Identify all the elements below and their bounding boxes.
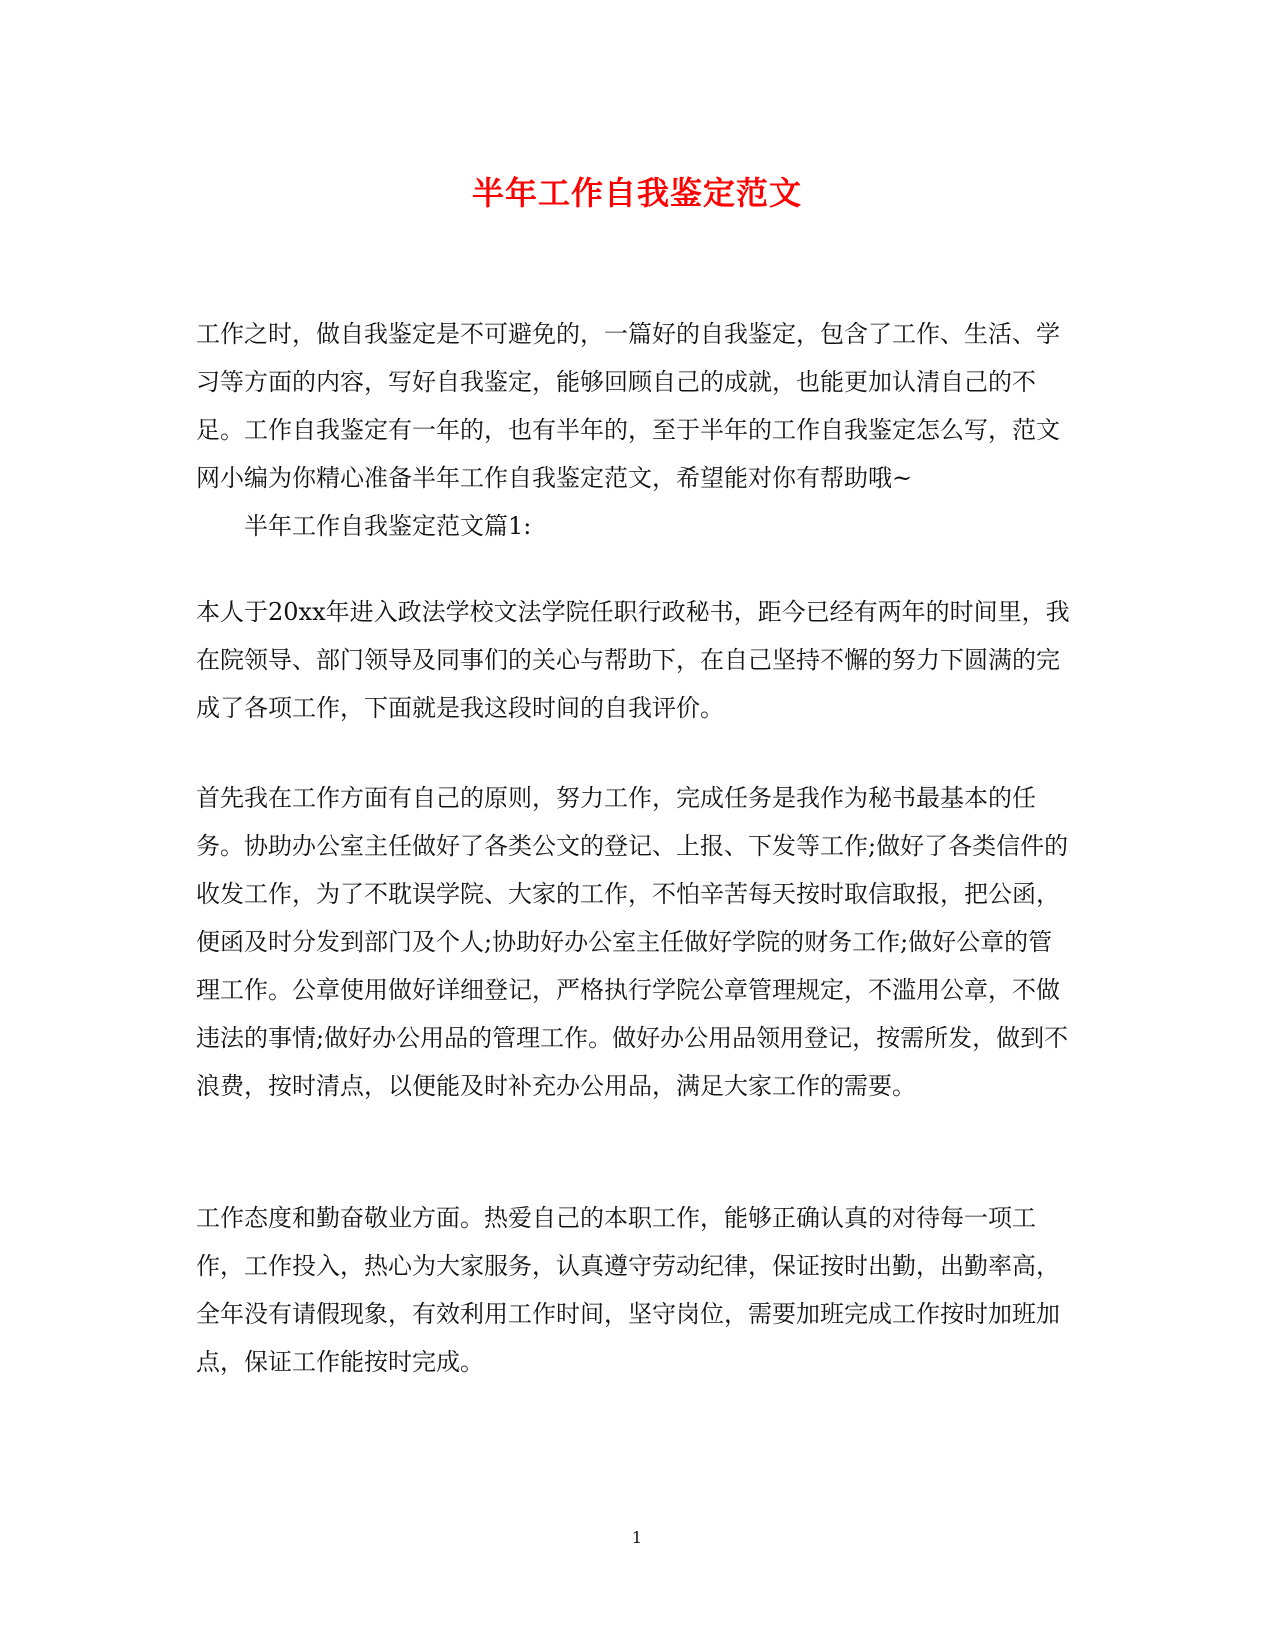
body-paragraph-1: 本人于20xx年进入政法学校文法学院任职行政秘书，距今已经有两年的时间里，我在院领导、部门领导及同事们的关心与帮助下，在自己坚持不懈的努力下圆满的完成了各项工作，下面就是我这段时间的自我评价。 [196, 598, 1070, 722]
body-paragraph-3: 工作态度和勤奋敬业方面。热爱自己的本职工作，能够正确认真的对待每一项工作，工作投入，热心为大家服务，认真遵守劳动纪律，保证按时出勤，出勤率高，全年没有请假现象，有效利用工作时间，坚守岗位，需要加班完成工作按时加班加点，保证工作能按时完成。 [196, 1204, 1060, 1376]
section-heading: 半年工作自我鉴定范文篇1: [244, 512, 532, 540]
body-paragraph-2: 首先我在工作方面有自己的原则，努力工作，完成任务是我作为秘书最基本的任务。协助办公室主任做好了各类公文的登记、上报、下发等工作;做好了各类信件的收发工作，为了不耽误学院、大家的工作，不怕辛苦每天按时取信取报，把公函，便函及时分发到部门及个人;协助好办公室主任做好学院的财务工作;做好公章的管理工作。公章使用做好详细登记，严格执行学院公章管理规定，不滥用公章，不做违法的事情;做好办公用品的管理工作。做好办公用品领用登记，按需所发，做到不浪费，按时清点，以便能及时补充办公用品，满足大家工作的需要。 [196, 784, 1069, 1100]
page-title: 半年工作自我鉴定范文 [471, 174, 802, 212]
page-number: 1 [631, 1528, 643, 1547]
intro-paragraph: 工作之时，做自我鉴定是不可避免的，一篇好的自我鉴定，包含了工作、生活、学习等方面的内容，写好自我鉴定，能够回顾自己的成就，也能更加认清自己的不足。工作自我鉴定有一年的，也有半年的，至于半年的工作自我鉴定怎么写，范文网小编为你精心准备半年工作自我鉴定范文，希望能对你有帮助哦~ [196, 320, 1060, 492]
